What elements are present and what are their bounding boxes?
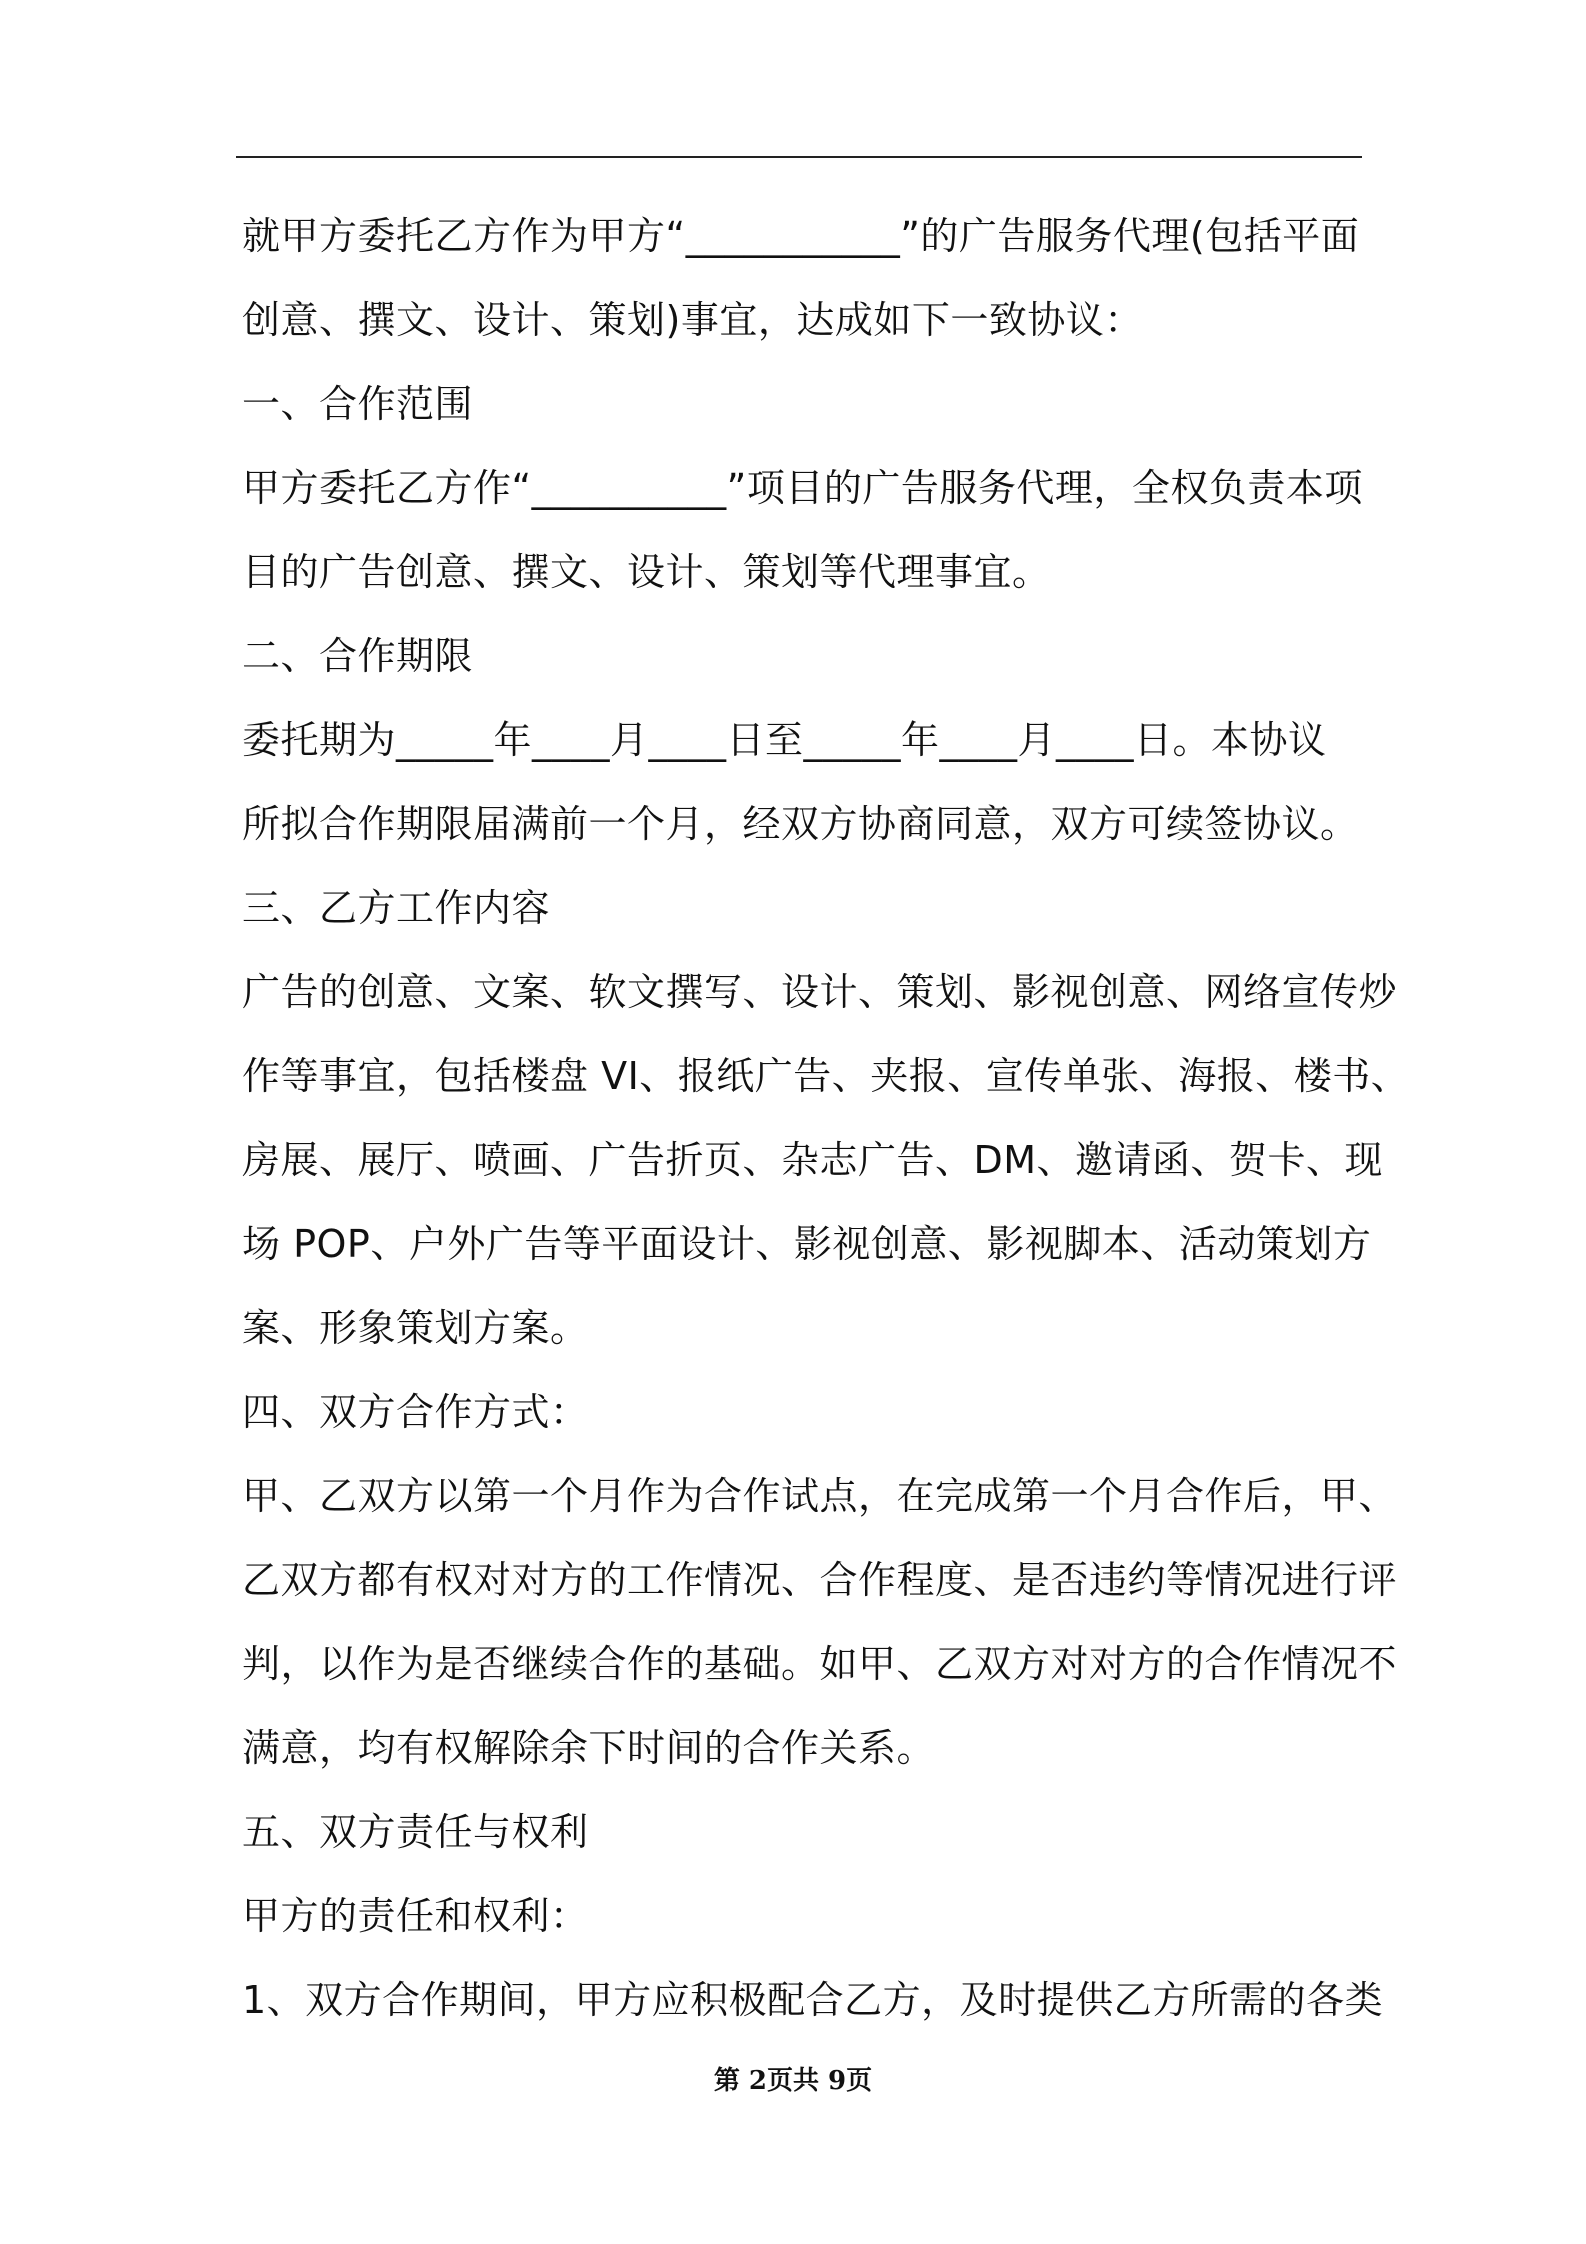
text-line: 满意，均有权解除余下时间的合作关系。 [242, 1726, 936, 1770]
text-line: 委托期为_____年____月____日至_____年____月____日。本协议 [242, 718, 1327, 762]
section-heading: 二、合作期限 [242, 634, 474, 678]
section-heading: 四、双方合作方式： [242, 1390, 589, 1434]
text-line: 1、双方合作期间，甲方应积极配合乙方，及时提供乙方所需的各类 [242, 1978, 1384, 2022]
section-heading: 一、合作范围 [242, 382, 474, 426]
text-line: 目的广告创意、撰文、设计、策划等代理事宜。 [242, 550, 1051, 594]
text-line: 甲方委托乙方作“__________”项目的广告服务代理，全权负责本项 [242, 466, 1363, 510]
text-line: 广告的创意、文案、软文撰写、设计、策划、影视创意、网络宣传炒 [242, 970, 1398, 1014]
text-line: 甲、乙双方以第一个月作为合作试点，在完成第一个月合作后，甲、 [242, 1474, 1398, 1518]
text-line: 作等事宜，包括楼盘 VI、报纸广告、夹报、宣传单张、海报、楼书、 [242, 1054, 1410, 1098]
section-heading: 三、乙方工作内容 [242, 886, 551, 930]
text-line: 判，以作为是否继续合作的基础。如甲、乙双方对对方的合作情况不 [242, 1642, 1398, 1686]
text-line: 场 POP、户外广告等平面设计、影视创意、影视脚本、活动策划方 [242, 1222, 1372, 1266]
text-line: 房展、展厅、喷画、广告折页、杂志广告、DM、邀请函、贺卡、现 [242, 1138, 1384, 1182]
text-line: 乙双方都有权对对方的工作情况、合作程度、是否违约等情况进行评 [242, 1558, 1398, 1602]
text-line: 就甲方委托乙方作为甲方“___________”的广告服务代理(包括平面 [242, 214, 1360, 258]
section-heading: 五、双方责任与权利 [242, 1810, 589, 1854]
text-line: 创意、撰文、设计、策划)事宜，达成如下一致协议： [242, 298, 1143, 342]
page-number-footer: 第 2页共 9页 [713, 2066, 873, 2096]
subsection-heading: 甲方的责任和权利： [242, 1894, 589, 1938]
document-body [242, 194, 1410, 2042]
text-line: 案、形象策划方案。 [242, 1306, 589, 1350]
text-line: 所拟合作期限届满前一个月，经双方协商同意，双方可续签协议。 [242, 802, 1359, 846]
header-divider [236, 156, 1362, 158]
